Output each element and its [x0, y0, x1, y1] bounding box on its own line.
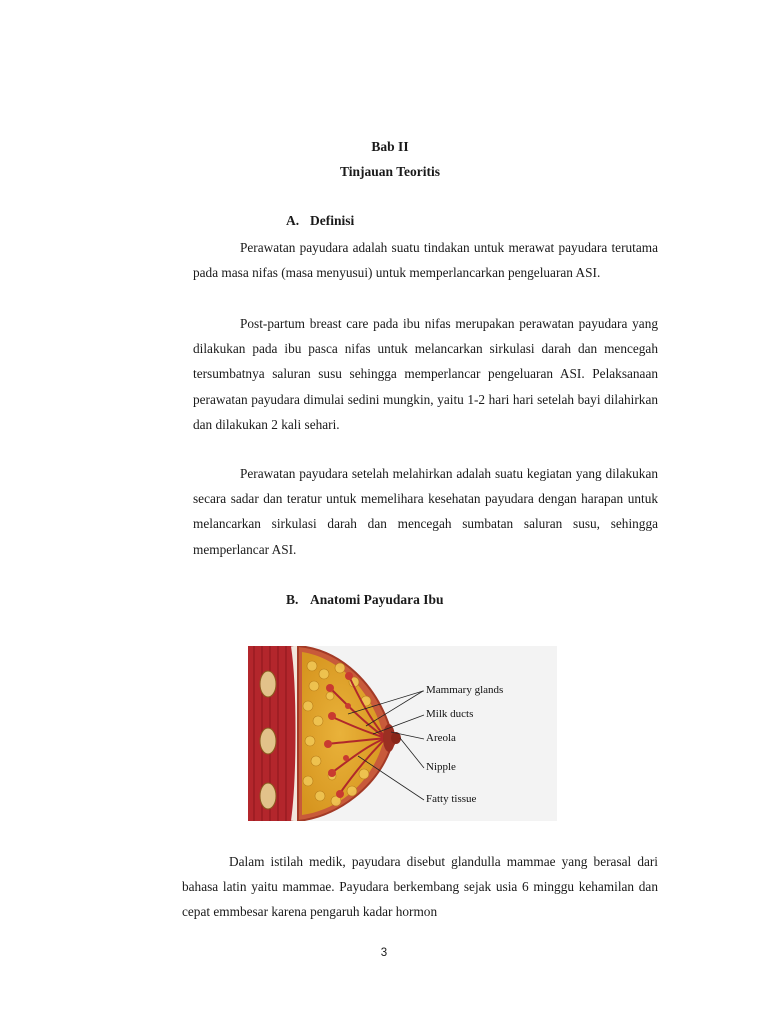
chapter-title: Tinjauan Teoritis — [340, 164, 440, 179]
rib — [260, 783, 276, 809]
label-mammary-glands: Mammary glands — [426, 684, 504, 696]
section-b-title: Anatomi Payudara Ibu — [310, 592, 444, 607]
label-milk-ducts: Milk ducts — [426, 708, 474, 720]
label-fatty-tissue: Fatty tissue — [426, 793, 477, 805]
leader-nipple — [400, 738, 424, 768]
label-areola: Areola — [426, 732, 456, 744]
section-a-title: Definisi — [310, 213, 355, 228]
page-number: 3 — [380, 947, 388, 959]
breast-anatomy-illustration — [248, 646, 557, 821]
rib — [260, 671, 276, 697]
section-a-marker: A. — [286, 213, 300, 228]
breast-anatomy-figure — [248, 646, 557, 821]
section-b-marker: B. — [286, 592, 299, 607]
definition-paragraph-2: Post-partum breast care pada ibu nifas merupakan perawatan payudara yang dilakukan pada ibu pasca nifas untuk melancarkan sirkulasi darah dan mencegah tersumbatnya saluran susu sehingga memperlancar pengeluaran ASI. Pelaksanaan perawatan payudara dimulai sedini mungkin, yaitu 1-2 hari hari setelah bayi dilahirkan dan dilakukan 2 kali sehari. — [193, 316, 658, 432]
definition-paragraph-1: Perawatan payudara adalah suatu tindakan untuk merawat payudara terutama pada masa nifas (masa menyusui) untuk memperlancarkan pengeluaran ASI. — [193, 240, 658, 281]
section-b-heading — [286, 592, 444, 608]
chapter-number: Bab II — [371, 139, 409, 154]
anatomy-paragraph: Dalam istilah medik, payudara disebut glandulla mammae yang berasal dari bahasa latin yaitu mammae. Payudara berkembang sejak usia 6 minggu kehamilan dan cepat emmbesar karena pengaruh kadar hormon — [182, 854, 658, 920]
definition-paragraph-3: Perawatan payudara setelah melahirkan adalah suatu kegiatan yang dilakukan secara sadar dan teratur untuk memelihara kesehatan payudara dengan harapan untuk melancarkan sirkulasi darah dan mencegah sumbatan saluran susu, sehingga memperlancar ASI. — [193, 466, 658, 557]
rib — [260, 728, 276, 754]
label-nipple: Nipple — [426, 761, 456, 773]
section-a-heading — [286, 213, 354, 229]
